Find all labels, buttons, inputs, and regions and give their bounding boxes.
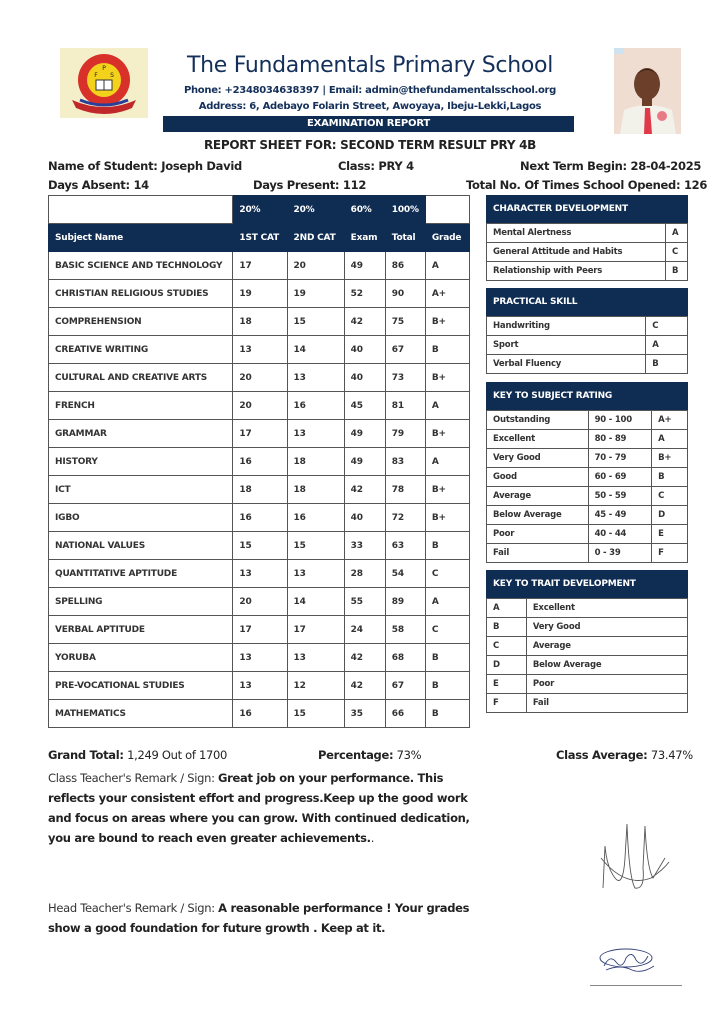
subject-name: YORUBA xyxy=(49,644,233,672)
percentage-label: Percentage: xyxy=(318,748,394,762)
first-cat-score: 17 xyxy=(233,616,287,644)
trait-grade: C xyxy=(666,243,688,262)
exam-score: 35 xyxy=(344,700,385,728)
second-cat-score: 17 xyxy=(287,616,344,644)
svg-text:F: F xyxy=(94,72,98,79)
rating-grade: A+ xyxy=(652,411,688,430)
exam-score: 40 xyxy=(344,504,385,532)
exam-score: 49 xyxy=(344,420,385,448)
grade: C xyxy=(425,560,469,588)
list-item xyxy=(487,656,688,675)
list-item xyxy=(487,694,688,713)
rating-range: 60 - 69 xyxy=(588,468,652,487)
signature-line xyxy=(590,985,682,986)
rating-range: 40 - 44 xyxy=(588,525,652,544)
times-school-opened: Total No. Of Times School Opened: 126 xyxy=(466,178,708,192)
list-item xyxy=(487,355,688,374)
subject-name: QUANTITATIVE APTITUDE xyxy=(49,560,233,588)
column-header: Total xyxy=(385,224,425,252)
total-score: 75 xyxy=(385,308,425,336)
table-row xyxy=(49,588,470,616)
table-row xyxy=(49,700,470,728)
table-row xyxy=(49,560,470,588)
total-score: 81 xyxy=(385,392,425,420)
head-teacher-remark-text: A reasonable performance ! Your grades show a good foundation for future growth . Keep at it. xyxy=(48,901,470,935)
skill-name: Verbal Fluency xyxy=(487,355,646,374)
grade: B xyxy=(425,532,469,560)
second-cat-score: 12 xyxy=(287,672,344,700)
grade: A xyxy=(425,448,469,476)
second-cat-score: 13 xyxy=(287,364,344,392)
rating-grade: A xyxy=(652,430,688,449)
head-teacher-remark-label: Head Teacher's Remark / Sign: xyxy=(48,901,219,915)
days-present: Days Present: 112 xyxy=(253,178,367,192)
trait-name: General Attitude and Habits xyxy=(487,243,666,262)
examination-report-banner: EXAMINATION REPORT xyxy=(163,116,574,132)
total-score: 72 xyxy=(385,504,425,532)
list-item xyxy=(487,449,688,468)
days-absent: Days Absent: 14 xyxy=(48,178,149,192)
second-cat-score: 18 xyxy=(287,476,344,504)
trait-meaning: Fail xyxy=(526,694,687,713)
class-average-label: Class Average: xyxy=(556,748,648,762)
second-cat-score: 14 xyxy=(287,336,344,364)
practical-skill-table xyxy=(486,316,688,374)
list-item xyxy=(487,618,688,637)
trait-meaning: Poor xyxy=(526,675,687,694)
trait-grade: C xyxy=(487,637,527,656)
rating-label: Very Good xyxy=(487,449,589,468)
rating-label: Excellent xyxy=(487,430,589,449)
second-cat-score: 19 xyxy=(287,280,344,308)
first-cat-score: 16 xyxy=(233,448,287,476)
subject-name: CREATIVE WRITING xyxy=(49,336,233,364)
first-cat-score: 18 xyxy=(233,308,287,336)
exam-score: 42 xyxy=(344,308,385,336)
second-cat-score: 15 xyxy=(287,700,344,728)
grade: B+ xyxy=(425,504,469,532)
subject-name: VERBAL APTITUDE xyxy=(49,616,233,644)
weights-row xyxy=(49,196,470,224)
student-photo-icon xyxy=(614,48,681,134)
list-item xyxy=(487,675,688,694)
grade: B xyxy=(425,672,469,700)
first-cat-score: 16 xyxy=(233,700,287,728)
rating-grade: D xyxy=(652,506,688,525)
table-row xyxy=(49,672,470,700)
school-logo xyxy=(60,48,148,118)
table-row xyxy=(49,532,470,560)
school-address: Address: 6, Adebayo Folarin Street, Awoyaya, Ibeju-Lekki,Lagos xyxy=(198,101,542,112)
grand-total xyxy=(48,748,227,762)
blank-cell xyxy=(49,196,233,224)
total-score: 58 xyxy=(385,616,425,644)
exam-score: 49 xyxy=(344,448,385,476)
subject-name: CHRISTIAN RELIGIOUS STUDIES xyxy=(49,280,233,308)
weight-cell: 20% xyxy=(287,196,344,224)
weight-cell: 20% xyxy=(233,196,287,224)
second-cat-score: 18 xyxy=(287,448,344,476)
table-row xyxy=(49,308,470,336)
trait-grade: E xyxy=(487,675,527,694)
percentage xyxy=(318,748,421,762)
second-cat-score: 16 xyxy=(287,504,344,532)
total-score: 86 xyxy=(385,252,425,280)
skill-grade: C xyxy=(646,317,688,336)
rating-label: Fail xyxy=(487,544,589,563)
table-row xyxy=(49,420,470,448)
class-teacher-remark-label: Class Teacher's Remark / Sign: xyxy=(48,771,219,785)
report-sheet-title: REPORT SHEET FOR: SECOND TERM RESULT PRY 4B xyxy=(203,138,537,152)
list-item xyxy=(487,525,688,544)
rating-label: Poor xyxy=(487,525,589,544)
trait-meaning: Below Average xyxy=(526,656,687,675)
list-item xyxy=(487,487,688,506)
rating-label: Good xyxy=(487,468,589,487)
class-teacher-remark xyxy=(48,768,478,848)
rating-label: Outstanding xyxy=(487,411,589,430)
table-row xyxy=(49,448,470,476)
rating-grade: B+ xyxy=(652,449,688,468)
character-development-table xyxy=(486,223,688,281)
grade: C xyxy=(425,616,469,644)
column-header: 2ND CAT xyxy=(287,224,344,252)
total-score: 68 xyxy=(385,644,425,672)
first-cat-score: 19 xyxy=(233,280,287,308)
school-name: The Fundamentals Primary School xyxy=(186,53,554,78)
results-table xyxy=(48,195,470,728)
list-item xyxy=(487,544,688,563)
rating-range: 50 - 59 xyxy=(588,487,652,506)
skill-name: Handwriting xyxy=(487,317,646,336)
rating-grade: F xyxy=(652,544,688,563)
school-crest-icon xyxy=(60,48,148,118)
blank-cell xyxy=(425,196,469,224)
rating-range: 45 - 49 xyxy=(588,506,652,525)
next-term-begin: Next Term Begin: 28-04-2025 xyxy=(520,159,702,173)
column-header: 1ST CAT xyxy=(233,224,287,252)
total-score: 63 xyxy=(385,532,425,560)
subject-name: ICT xyxy=(49,476,233,504)
first-cat-score: 18 xyxy=(233,476,287,504)
total-score: 89 xyxy=(385,588,425,616)
student-photo xyxy=(614,48,681,134)
svg-text:P: P xyxy=(102,65,106,72)
rating-label: Average xyxy=(487,487,589,506)
exam-score: 28 xyxy=(344,560,385,588)
trait-grade: B xyxy=(666,262,688,281)
exam-score: 55 xyxy=(344,588,385,616)
table-row xyxy=(49,504,470,532)
second-cat-score: 15 xyxy=(287,308,344,336)
table-row xyxy=(49,336,470,364)
class-teacher-signature xyxy=(595,818,675,898)
exam-score: 42 xyxy=(344,672,385,700)
subject-name: MATHEMATICS xyxy=(49,700,233,728)
total-score: 54 xyxy=(385,560,425,588)
class-teacher-remark-text: Great job on your performance. This reflects your consistent effort and progress.Keep up the good work and focus on areas where you can grow. With continued dedication, you are bound to reach even greater achievements. xyxy=(48,771,470,845)
total-score: 67 xyxy=(385,672,425,700)
list-item xyxy=(487,430,688,449)
rating-grade: B xyxy=(652,468,688,487)
trait-meaning: Very Good xyxy=(526,618,687,637)
subject-rating-key-title: KEY TO SUBJECT RATING xyxy=(486,382,688,410)
first-cat-score: 13 xyxy=(233,672,287,700)
total-score: 90 xyxy=(385,280,425,308)
head-teacher-signature xyxy=(596,944,660,978)
list-item xyxy=(487,411,688,430)
second-cat-score: 13 xyxy=(287,644,344,672)
skill-grade: A xyxy=(646,336,688,355)
exam-score: 24 xyxy=(344,616,385,644)
rating-range: 90 - 100 xyxy=(588,411,652,430)
exam-score: 40 xyxy=(344,336,385,364)
first-cat-score: 20 xyxy=(233,364,287,392)
weight-cell: 100% xyxy=(385,196,425,224)
header-row xyxy=(49,224,470,252)
table-row xyxy=(49,616,470,644)
percentage-value: 73% xyxy=(393,748,422,762)
subject-name: BASIC SCIENCE AND TECHNOLOGY xyxy=(49,252,233,280)
student-class: Class: PRY 4 xyxy=(338,159,414,173)
column-header: Grade xyxy=(425,224,469,252)
grade: A+ xyxy=(425,280,469,308)
subject-name: FRENCH xyxy=(49,392,233,420)
skill-grade: B xyxy=(646,355,688,374)
grade: B xyxy=(425,644,469,672)
subject-name: NATIONAL VALUES xyxy=(49,532,233,560)
second-cat-score: 13 xyxy=(287,560,344,588)
character-development-title: CHARACTER DEVELOPMENT xyxy=(486,195,688,223)
weight-cell: 60% xyxy=(344,196,385,224)
trait-key-title: KEY TO TRAIT DEVELOPMENT xyxy=(486,570,688,598)
exam-score: 33 xyxy=(344,532,385,560)
first-cat-score: 17 xyxy=(233,252,287,280)
skill-name: Sport xyxy=(487,336,646,355)
grade: B+ xyxy=(425,420,469,448)
exam-score: 42 xyxy=(344,644,385,672)
svg-text:S: S xyxy=(110,72,114,79)
first-cat-score: 17 xyxy=(233,420,287,448)
trait-grade: A xyxy=(487,599,527,618)
table-row xyxy=(49,252,470,280)
list-item xyxy=(487,336,688,355)
grade: B xyxy=(425,700,469,728)
exam-score: 40 xyxy=(344,364,385,392)
subject-rating-key-panel xyxy=(486,382,688,563)
exam-score: 52 xyxy=(344,280,385,308)
subject-name: GRAMMAR xyxy=(49,420,233,448)
character-development-panel xyxy=(486,195,688,281)
grade: A xyxy=(425,588,469,616)
total-score: 66 xyxy=(385,700,425,728)
first-cat-score: 13 xyxy=(233,560,287,588)
column-header: Subject Name xyxy=(49,224,233,252)
second-cat-score: 16 xyxy=(287,392,344,420)
list-item xyxy=(487,599,688,618)
rating-range: 0 - 39 xyxy=(588,544,652,563)
second-cat-score: 15 xyxy=(287,532,344,560)
trait-key-table xyxy=(486,598,688,713)
trait-name: Relationship with Peers xyxy=(487,262,666,281)
list-item xyxy=(487,317,688,336)
column-header: Exam xyxy=(344,224,385,252)
first-cat-score: 13 xyxy=(233,336,287,364)
grade: B xyxy=(425,336,469,364)
rating-grade: C xyxy=(652,487,688,506)
class-teacher-remark-trailing: . xyxy=(370,831,375,845)
first-cat-score: 16 xyxy=(233,504,287,532)
list-item xyxy=(487,262,688,281)
total-score: 78 xyxy=(385,476,425,504)
trait-grade: A xyxy=(666,224,688,243)
trait-grade: B xyxy=(487,618,527,637)
subject-rating-key-table xyxy=(486,410,688,563)
grade: B+ xyxy=(425,308,469,336)
grade: B+ xyxy=(425,364,469,392)
total-score: 83 xyxy=(385,448,425,476)
subject-name: PRE-VOCATIONAL STUDIES xyxy=(49,672,233,700)
first-cat-score: 15 xyxy=(233,532,287,560)
trait-name: Mental Alertness xyxy=(487,224,666,243)
list-item xyxy=(487,243,688,262)
list-item xyxy=(487,637,688,656)
first-cat-score: 13 xyxy=(233,644,287,672)
class-average xyxy=(556,748,693,762)
grade: A xyxy=(425,392,469,420)
table-row xyxy=(49,392,470,420)
subject-name: COMPREHENSION xyxy=(49,308,233,336)
list-item xyxy=(487,468,688,487)
exam-score: 42 xyxy=(344,476,385,504)
table-row xyxy=(49,280,470,308)
rating-label: Below Average xyxy=(487,506,589,525)
student-name: Name of Student: Joseph David xyxy=(48,159,242,173)
signature-icon xyxy=(596,944,660,978)
first-cat-score: 20 xyxy=(233,588,287,616)
subject-name: HISTORY xyxy=(49,448,233,476)
trait-grade: D xyxy=(487,656,527,675)
trait-meaning: Average xyxy=(526,637,687,656)
trait-grade: F xyxy=(487,694,527,713)
exam-score: 45 xyxy=(344,392,385,420)
list-item xyxy=(487,224,688,243)
school-contact: Phone: +2348034638397 | Email: admin@thefundamentalsschool.org xyxy=(183,85,557,96)
total-score: 67 xyxy=(385,336,425,364)
rating-range: 70 - 79 xyxy=(588,449,652,468)
rating-grade: E xyxy=(652,525,688,544)
total-score: 79 xyxy=(385,420,425,448)
second-cat-score: 20 xyxy=(287,252,344,280)
trait-key-panel xyxy=(486,570,688,713)
subject-name: CULTURAL AND CREATIVE ARTS xyxy=(49,364,233,392)
second-cat-score: 14 xyxy=(287,588,344,616)
class-average-value: 73.47% xyxy=(647,748,693,762)
practical-skill-panel xyxy=(486,288,688,374)
subject-name: SPELLING xyxy=(49,588,233,616)
grand-total-label: Grand Total: xyxy=(48,748,124,762)
grade: B+ xyxy=(425,476,469,504)
trait-meaning: Excellent xyxy=(526,599,687,618)
table-row xyxy=(49,476,470,504)
signature-icon xyxy=(595,818,675,898)
practical-skill-title: PRACTICAL SKILL xyxy=(486,288,688,316)
table-row xyxy=(49,364,470,392)
table-row xyxy=(49,644,470,672)
rating-range: 80 - 89 xyxy=(588,430,652,449)
first-cat-score: 20 xyxy=(233,392,287,420)
second-cat-score: 13 xyxy=(287,420,344,448)
subject-name: IGBO xyxy=(49,504,233,532)
total-score: 73 xyxy=(385,364,425,392)
grade: A xyxy=(425,252,469,280)
list-item xyxy=(487,506,688,525)
grand-total-value: 1,249 Out of 1700 xyxy=(123,748,228,762)
exam-score: 49 xyxy=(344,252,385,280)
head-teacher-remark xyxy=(48,898,478,938)
